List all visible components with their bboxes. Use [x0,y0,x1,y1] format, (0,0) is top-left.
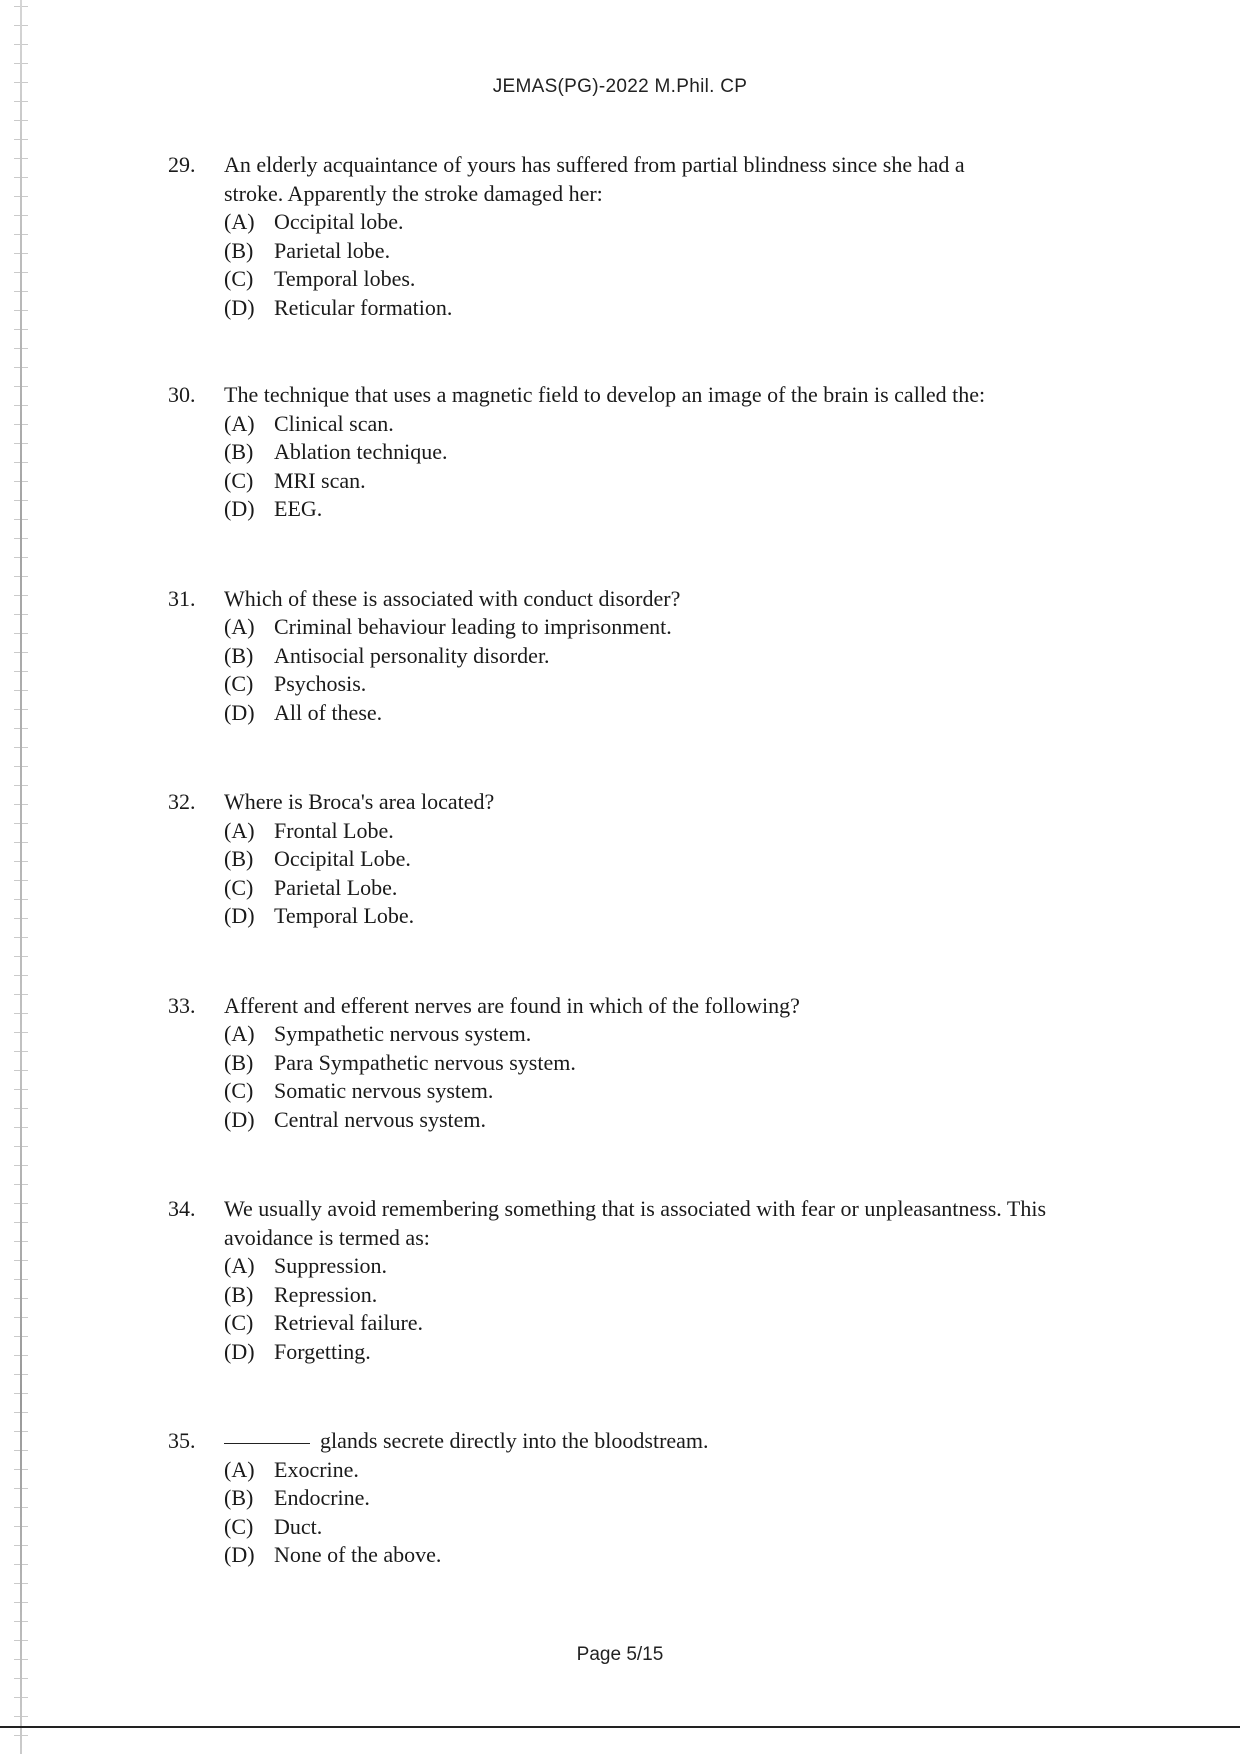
option-c [224,467,1168,496]
option-label: (A) [224,614,255,639]
question-text: The technique that uses a magnetic field to develop an image of the brain is called the: [224,382,986,407]
option-label: (C) [224,467,254,493]
option-list [224,208,1168,322]
option-label: (C) [224,1310,254,1335]
question-30 [168,381,1168,524]
question-number: 31. [168,585,196,611]
option-b [224,438,1168,467]
question-text: Afferent and efferent nerves are found in which of the following? [224,992,800,1018]
option-b [224,1281,1168,1310]
option-label: (D) [224,1338,255,1364]
option-text: Sympathetic nervous system. [274,1021,532,1046]
option-a [224,208,1168,237]
option-label: (B) [224,642,254,668]
option-text: Parietal Lobe. [274,874,398,900]
option-text: Criminal behaviour leading to imprisonment. [274,614,672,639]
option-label: (C) [224,266,254,291]
question-number: 34. [168,1196,196,1221]
option-a [224,410,1168,439]
option-text: Central nervous system. [274,1106,487,1132]
option-a [224,817,1168,846]
option-list [224,817,1168,931]
question-number: 30. [168,382,196,407]
option-label: (A) [224,410,255,436]
option-text: Para Sympathetic nervous system. [274,1049,576,1075]
question-31 [168,585,1168,728]
question-number: 29. [168,152,196,177]
option-c [224,1513,1168,1542]
question-text: An elderly acquaintance of yours has suffered from partial blindness since she had a stroke. Apparently the stroke damaged her: [224,152,965,206]
option-text: Temporal lobes. [274,266,416,291]
option-list [224,1020,1168,1134]
option-label: (D) [224,1106,255,1132]
option-text: MRI scan. [274,467,366,493]
option-d [224,495,1168,524]
option-text: Forgetting. [274,1338,371,1364]
option-label: (C) [224,874,254,900]
question-text: Where is Broca's area located? [224,789,495,814]
question-list [168,151,1168,1570]
option-a [224,1252,1168,1281]
option-d [224,902,1168,931]
option-text: Reticular formation. [274,294,453,320]
option-c [224,670,1168,699]
option-label: (C) [224,671,254,696]
option-text: Frontal Lobe. [274,817,394,843]
option-c [224,1077,1168,1106]
option-text: Antisocial personality disorder. [274,642,550,668]
option-text: Exocrine. [274,1456,359,1482]
option-label: (A) [224,1253,255,1278]
option-label: (A) [224,1456,255,1482]
page-header: JEMAS(PG)-2022 M.Phil. CP [492,76,748,97]
option-list [224,1252,1168,1366]
option-label: (D) [224,903,255,928]
option-label: (B) [224,846,254,871]
option-b [224,1484,1168,1513]
question-35 [168,1427,1168,1570]
question-33 [168,992,1168,1135]
option-text: Repression. [274,1281,378,1307]
option-text: Occipital lobe. [274,209,404,234]
option-a [224,1020,1168,1049]
question-number: 32. [168,789,196,814]
option-label: (B) [224,1281,254,1307]
bottom-rule [0,1726,1240,1728]
option-d [224,1338,1168,1367]
option-text: Endocrine. [274,1485,370,1510]
option-text: Psychosis. [274,671,367,696]
option-text: Clinical scan. [274,410,394,436]
option-b [224,1049,1168,1078]
option-text: None of the above. [274,1542,442,1567]
option-label: (B) [224,1049,254,1075]
fill-in-blank [224,1442,310,1444]
option-label: (A) [224,1021,255,1046]
option-d [224,1541,1168,1570]
question-number: 33. [168,992,196,1018]
option-d [224,1106,1168,1135]
page-number: Page 5/15 [576,1644,664,1665]
question-text-wrapper [224,1427,1168,1456]
scan-edge-artifact [14,0,28,1754]
option-b [224,237,1168,266]
option-label: (D) [224,294,255,320]
option-label: (D) [224,1542,255,1567]
option-label: (D) [224,496,255,521]
question-34 [168,1195,1168,1366]
option-list [224,613,1168,727]
option-list [224,410,1168,524]
option-d [224,699,1168,728]
option-text: EEG. [274,496,323,521]
option-text: Temporal Lobe. [274,903,415,928]
question-29 [168,151,1168,322]
option-label: (B) [224,237,254,263]
option-label: (B) [224,439,254,464]
option-c [224,874,1168,903]
option-b [224,845,1168,874]
option-b [224,642,1168,671]
option-text: Parietal lobe. [274,237,391,263]
option-text: Occipital Lobe. [274,846,411,871]
option-label: (A) [224,817,255,843]
option-text: Duct. [274,1513,323,1539]
option-text: Somatic nervous system. [274,1078,494,1103]
option-text: Suppression. [274,1253,388,1278]
option-c [224,265,1168,294]
option-d [224,294,1168,323]
question-text: We usually avoid remembering something that is associated with fear or unpleasantness. This avoidance is termed as: [224,1196,1047,1250]
option-label: (C) [224,1513,254,1539]
question-number: 35. [168,1428,196,1453]
option-text: Retrieval failure. [274,1310,424,1335]
option-label: (A) [224,209,255,234]
question-32 [168,788,1168,931]
option-a [224,613,1168,642]
option-text: All of these. [274,699,383,725]
option-a [224,1456,1168,1485]
question-text: Which of these is associated with conduct disorder? [224,585,681,611]
question-text: glands secrete directly into the bloodstream. [320,1428,709,1453]
option-c [224,1309,1168,1338]
option-label: (C) [224,1078,254,1103]
option-label: (D) [224,699,255,725]
option-list [224,1456,1168,1570]
option-text: Ablation technique. [274,439,448,464]
option-label: (B) [224,1485,254,1510]
